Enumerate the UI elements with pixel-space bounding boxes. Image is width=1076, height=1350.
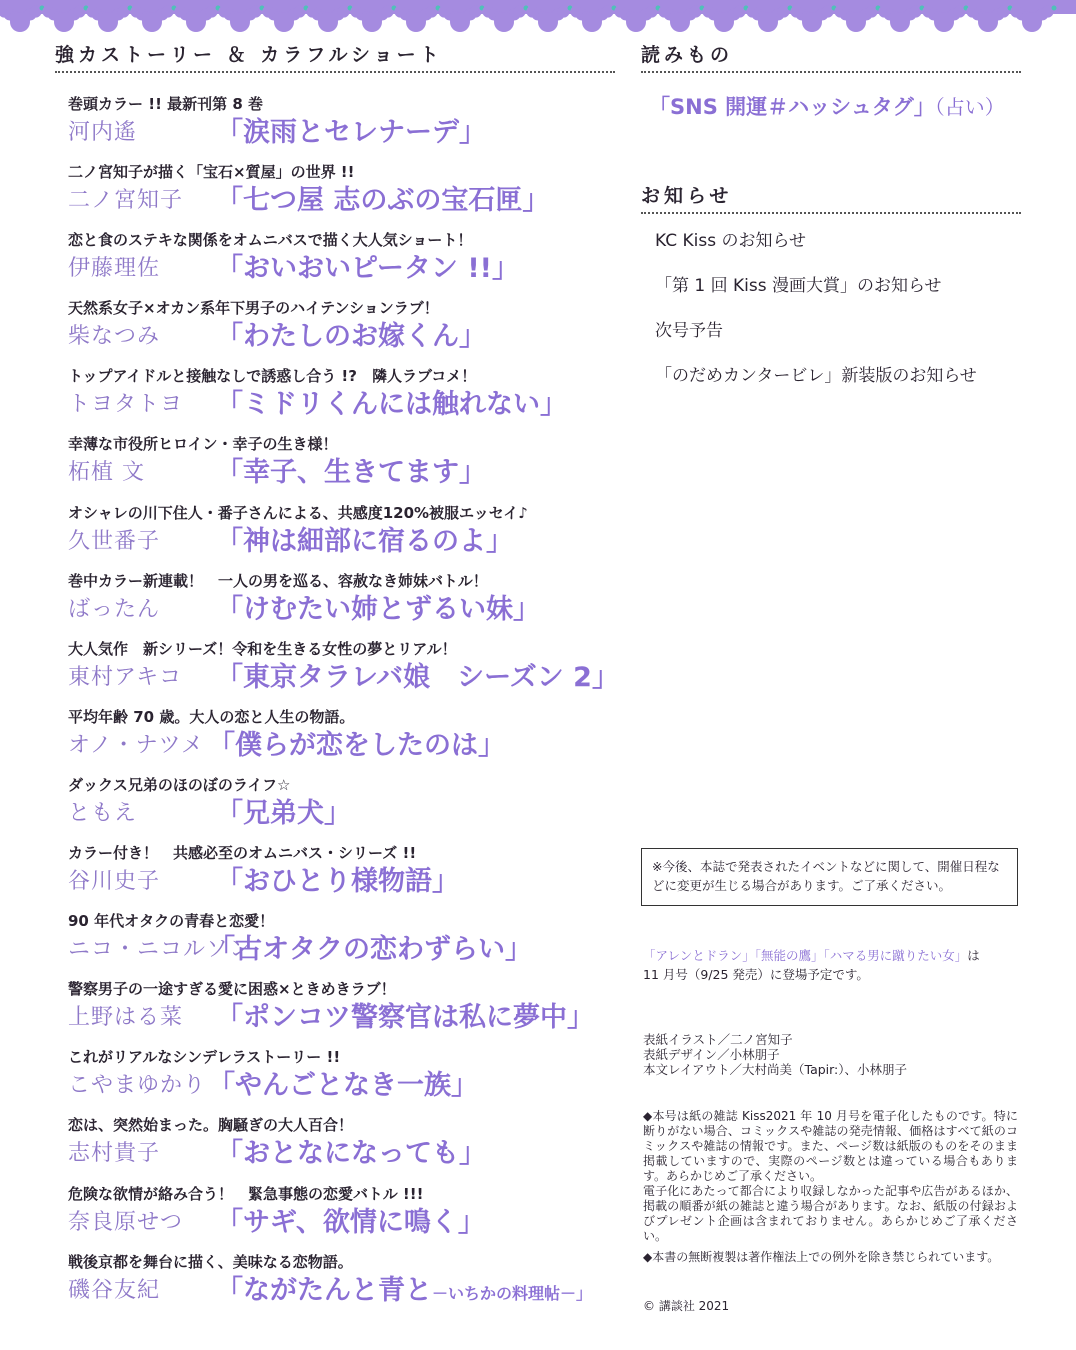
story-author: 磯谷友紀: [68, 1277, 161, 1303]
fine-print: [643, 1109, 1018, 1271]
story-author: ニコ・ニコルソン: [68, 937, 253, 963]
story-entry: [68, 776, 615, 844]
story-catchphrase: 幸薄な市役所ヒロイン・幸子の生き様！: [68, 435, 338, 454]
story-catchphrase: 天然系女子×オカン系年下男子のハイテンションラブ！: [68, 299, 439, 318]
story-row: [68, 181, 615, 215]
story-row: [68, 590, 615, 624]
story-row: [68, 1203, 615, 1237]
story-title: [216, 110, 486, 149]
story-author: 柴なつみ: [68, 324, 161, 350]
credit-line: 表紙デザイン／小林朋子: [643, 1047, 780, 1062]
story-row: [68, 1271, 615, 1305]
story-row: [68, 249, 615, 283]
story-row: [68, 862, 615, 896]
story-title: [216, 655, 619, 694]
story-title: [216, 1200, 485, 1239]
story-row: [68, 522, 615, 556]
story-title: [216, 382, 567, 421]
reading-title: 「SNS 開運＃ハッシュタグ」: [649, 95, 935, 119]
story-entry: [68, 299, 615, 367]
event-change-note: ※今後、本誌で発表されたイベントなどに関して、開催日程などに変更が生じる場合があります。ご了承ください。: [641, 848, 1018, 906]
story-author: 上野はる菜: [68, 1005, 184, 1031]
story-title-text: 「涙雨とセレナーデ」: [216, 117, 486, 148]
story-catchphrase: 大人気作 新シリーズ！令和を生きる女性の夢とリアル！: [68, 639, 457, 658]
story-author: ばったん: [68, 596, 161, 622]
notice-item: 次号予告: [655, 321, 723, 341]
story-entry: [68, 1116, 615, 1184]
reading-heading: 読みもの: [641, 40, 1021, 73]
story-row: [68, 998, 615, 1032]
next-issue-titles: 「アレンとドラン」「無能の鷹」「ハマる男に蹴りたい女」: [643, 948, 968, 963]
story-catchphrase: ダックス兄弟のほのぼのライフ☆: [68, 775, 291, 794]
story-entry: [68, 1253, 615, 1321]
story-title: [216, 450, 486, 489]
story-title: [208, 1063, 478, 1102]
story-author: オノ・ナツメ: [68, 732, 205, 758]
story-author: 奈良原せつ: [68, 1209, 184, 1235]
reading-item: [641, 91, 1021, 121]
story-catchphrase: 警察男子の一途すぎる愛に困惑×ときめきラブ！: [68, 980, 396, 999]
credit-line: 本文レイアウト／大村尚美（Tapir:）、小林朋子: [643, 1062, 908, 1077]
story-entry: [68, 912, 615, 980]
story-title-sub: －いちかの料理帖－」: [432, 1283, 593, 1303]
story-catchphrase: カラー付き！ 共感必至のオムニバス・シリーズ !!: [68, 844, 417, 863]
notice-item: 「第 1 回 Kiss 漫画大賞」のお知らせ: [655, 276, 942, 296]
story-list: [68, 95, 619, 1321]
story-author: ともえ: [68, 800, 138, 826]
story-title: [216, 246, 519, 285]
story-title-text: 「東京タラレバ娘 シーズン 2」: [216, 661, 619, 693]
story-row: [68, 113, 615, 147]
story-title-text: 「やんごとなき一族」: [208, 1070, 478, 1102]
story-row: [68, 453, 615, 487]
next-issue-note: [643, 946, 1023, 984]
story-catchphrase: 危険な欲情が絡み合う！ 緊急事態の恋愛バトル !!!: [68, 1184, 424, 1203]
story-entry: [68, 1048, 615, 1116]
story-title-text: 「おひとり様物語」: [216, 866, 459, 898]
fine-print-paragraph: ◆本書の無断複製は著作権法上での例外を除き禁じられています。: [643, 1250, 1000, 1264]
story-catchphrase: 恋と食のステキな関係をオムニバスで描く大人気ショート！: [68, 231, 473, 250]
story-title: [216, 519, 513, 558]
story-author: 二ノ宮知子: [68, 188, 184, 214]
story-row: [68, 658, 619, 693]
story-title-text: 「僕らが恋をしたのは」: [208, 729, 505, 761]
story-catchphrase: 巻中カラー新連載！ 一人の男を巡る、容赦なき姉妹バトル！: [68, 571, 488, 590]
story-author: 志村貴子: [68, 1141, 161, 1167]
story-title: [216, 1131, 486, 1170]
story-author: こやまゆかり: [68, 1073, 207, 1099]
notice-item: KC Kiss のお知らせ: [655, 231, 806, 251]
notice-list: [641, 230, 1021, 410]
story-author: 柘植 文: [68, 460, 145, 486]
story-title-text: 「おいおいピータン !!」: [216, 253, 519, 285]
story-author: 伊藤理佐: [68, 256, 161, 282]
fine-print-1: ◆本号は紙の雑誌 Kiss2021 年 10 月号を電子化したものです。特に断りがない場合、コミックスや雑誌の発売情報、価格はすべて紙のコミックスや雑誌の情報です。また、ページ数は紙版のものをそのまま掲載していますので、実際のページ数とは違っている場合もあります。あらかじめご了承ください。: [643, 1109, 1018, 1183]
story-catchphrase: 平均年齢 70 歳。大人の恋と人生の物語。: [68, 707, 355, 726]
story-entry: [68, 980, 615, 1048]
notices-heading: お知らせ: [641, 181, 1021, 214]
story-title-text: 「七つ屋 志のぶの宝石匣」: [216, 185, 550, 217]
story-title-text: 「けむたい姉とずるい妹」: [216, 593, 540, 625]
story-title: [216, 1268, 592, 1307]
copyright: © 講談社 2021: [643, 1299, 730, 1313]
story-entry: [68, 163, 615, 231]
right-column: [641, 40, 1021, 410]
story-title: [216, 791, 351, 830]
story-row: [68, 930, 615, 964]
story-entry: [68, 367, 615, 435]
story-title: [216, 995, 594, 1034]
story-catchphrase: 二ノ宮知子が描く「宝石×質屋」の世界 !!: [68, 163, 355, 182]
next-issue-text-1: は: [967, 948, 980, 963]
story-catchphrase: 巻頭カラー !! 最新刊第 8 巻: [68, 95, 264, 113]
story-author: 河内遙: [68, 120, 138, 145]
story-entry: [68, 435, 615, 503]
story-row: [68, 385, 615, 419]
story-catchphrase: 90 年代オタクの青春と恋愛！: [68, 912, 275, 931]
story-author: 久世番子: [68, 528, 161, 554]
story-entry: [68, 95, 615, 163]
story-title-text: 「神は細部に宿るのよ」: [216, 525, 513, 557]
left-column: [55, 40, 619, 1321]
story-title: [216, 178, 549, 217]
story-entry: [68, 572, 615, 640]
story-author: トヨタトヨ: [68, 392, 184, 418]
credits: [643, 1032, 1023, 1077]
story-row: [68, 317, 615, 351]
story-row: [68, 1134, 615, 1168]
story-title: [208, 927, 532, 966]
story-catchphrase: 恋は、突然始まった。胸騒ぎの大人百合！: [68, 1116, 354, 1135]
story-entry: [68, 639, 619, 708]
story-title-text: 「おとなになっても」: [216, 1138, 486, 1170]
story-author: 谷川史子: [68, 869, 161, 895]
story-title-text: 「サギ、欲情に鳴く」: [216, 1206, 485, 1238]
story-title-text: 「ミドリくんには触れない」: [216, 389, 567, 421]
story-title: [208, 723, 505, 762]
story-catchphrase: オシャレの川下住人・番子さんによる、共感度120%被服エッセイ♪: [68, 503, 528, 522]
story-row: [68, 726, 615, 760]
story-row: [68, 794, 615, 828]
credit-line: 表紙イラスト／二ノ宮知子: [643, 1032, 793, 1047]
reading-tag: （占い）: [934, 95, 1005, 119]
fine-print-paragraph: [643, 1109, 1018, 1244]
next-issue-text-2: 11 月号（9/25 発売）に登場予定です。: [643, 967, 869, 982]
story-entry: [68, 504, 615, 572]
fine-print-2: 電子化にあたって都合により収録しなかった記事や広告があるほか、掲載の順番が紙の雑誌と違う場合があります。なお、紙版の付録およびプレゼント企画は含まれておりません。あらかじめご了承ください。: [643, 1184, 1018, 1243]
left-section-heading: 強カストーリー ＆ カラフルショート: [55, 40, 615, 73]
story-catchphrase: 戦後京都を舞台に描く、美味なる恋物語。: [68, 1252, 353, 1271]
story-title-text: 「ながたんと青と: [216, 1274, 432, 1306]
story-catchphrase: これがリアルなシンデレラストーリー !!: [68, 1048, 341, 1067]
story-row: [68, 1066, 615, 1100]
story-title-text: 「わたしのお嫁くん」: [216, 321, 486, 353]
story-title-text: 「幸子、生きてます」: [216, 457, 486, 489]
story-title: [216, 587, 540, 626]
story-title: [216, 314, 486, 353]
story-entry: [68, 1185, 615, 1253]
notice-item: 「のだめカンタービレ」新装版のお知らせ: [655, 366, 977, 386]
story-title: [216, 859, 459, 898]
story-entry: [68, 844, 615, 912]
story-author: 東村アキコ: [68, 664, 183, 690]
story-entry: [68, 708, 615, 776]
story-title-text: 「ポンコツ警察官は私に夢中」: [216, 1002, 594, 1034]
scalloped-border: [0, 0, 1076, 36]
story-title-text: 「古オタクの恋わずらい」: [208, 934, 532, 966]
story-title-text: 「兄弟犬」: [216, 797, 351, 829]
story-entry: [68, 231, 615, 299]
story-catchphrase: トップアイドルと接触なしで誘惑し合う !? 隣人ラブコメ！: [68, 367, 477, 386]
